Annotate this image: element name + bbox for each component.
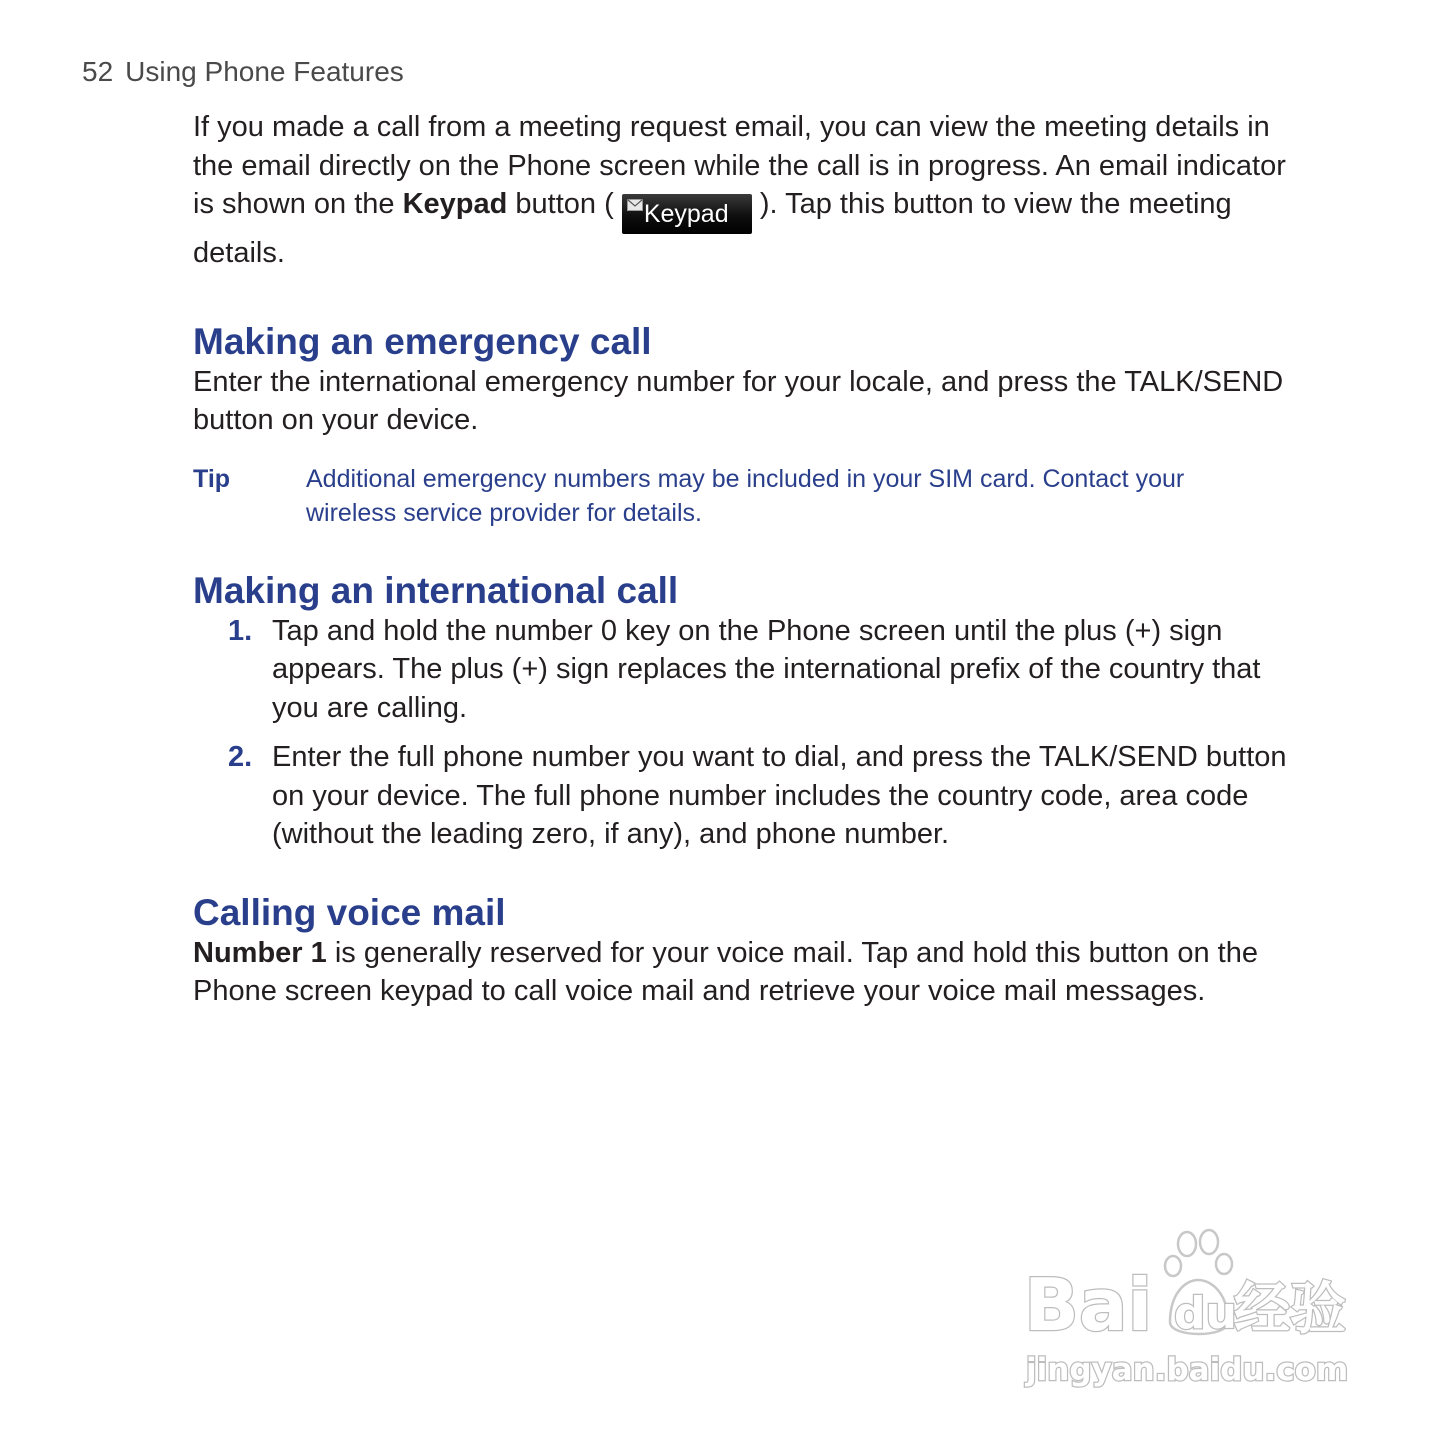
heading-emergency-call: Making an emergency call <box>193 320 652 362</box>
voicemail-text: is generally reserved for your voice mail. Tap and hold this button on the Phone screen keypad to call voice mail and retrieve your voice mail messages. <box>193 936 1258 1007</box>
watermark-chinese: 经验 <box>1234 1277 1346 1342</box>
intro-text: If you made a call from a meeting request email, you can view the meeting details in the email directly on the Phone screen while the call is in progress. An email indicator is shown on the <box>193 111 1286 220</box>
watermark-brand-du: du <box>1174 1288 1237 1339</box>
email-indicator-icon <box>627 199 643 211</box>
list-item <box>193 612 1313 728</box>
heading-international-call: Making an international call <box>193 569 679 611</box>
baidu-watermark-logo <box>1020 1222 1360 1392</box>
watermark-brand: Bai <box>1024 1263 1153 1347</box>
steps-list <box>193 612 1313 854</box>
step-number: 2. <box>228 741 253 773</box>
page-header <box>82 56 404 88</box>
intro-text-end: ). Tap this button to view the meeting details. <box>193 188 1232 269</box>
step-text: Tap and hold the number 0 key on the Phone screen until the plus (+) sign appears. The plus (+) sign replaces the international prefix of the country that you are calling. <box>272 614 1261 724</box>
chapter-title: Using Phone Features <box>125 56 404 87</box>
watermark-url: jingyan.baidu.com <box>1026 1352 1349 1388</box>
emergency-paragraph: Enter the international emergency number for your locale, and press the TALK/SEND button on your device. <box>193 365 1284 436</box>
intro-text-mid: button ( <box>507 188 622 220</box>
intro-paragraph <box>193 108 1313 273</box>
number-one-term: Number 1 <box>193 936 327 969</box>
page-content <box>193 108 1313 1011</box>
heading-voice-mail: Calling voice mail <box>193 891 506 933</box>
tip-label: Tip <box>193 464 231 493</box>
page-number: 52 <box>82 56 114 87</box>
keypad-button-label: Keypad <box>643 200 729 228</box>
list-item <box>193 738 1313 854</box>
voicemail-paragraph <box>193 934 1313 1011</box>
keypad-term: Keypad <box>402 188 508 220</box>
tip-note <box>193 462 1313 530</box>
keypad-button-image <box>622 194 752 234</box>
tip-text: Additional emergency numbers may be included in your SIM card. Contact your wireless service provider for details. <box>306 464 1185 527</box>
step-number: 1. <box>228 614 253 647</box>
step-text: Enter the full phone number you want to dial, and press the TALK/SEND button on your device. The full phone number includes the country code, area code (without the leading zero, if any), and phone number. <box>272 741 1287 850</box>
